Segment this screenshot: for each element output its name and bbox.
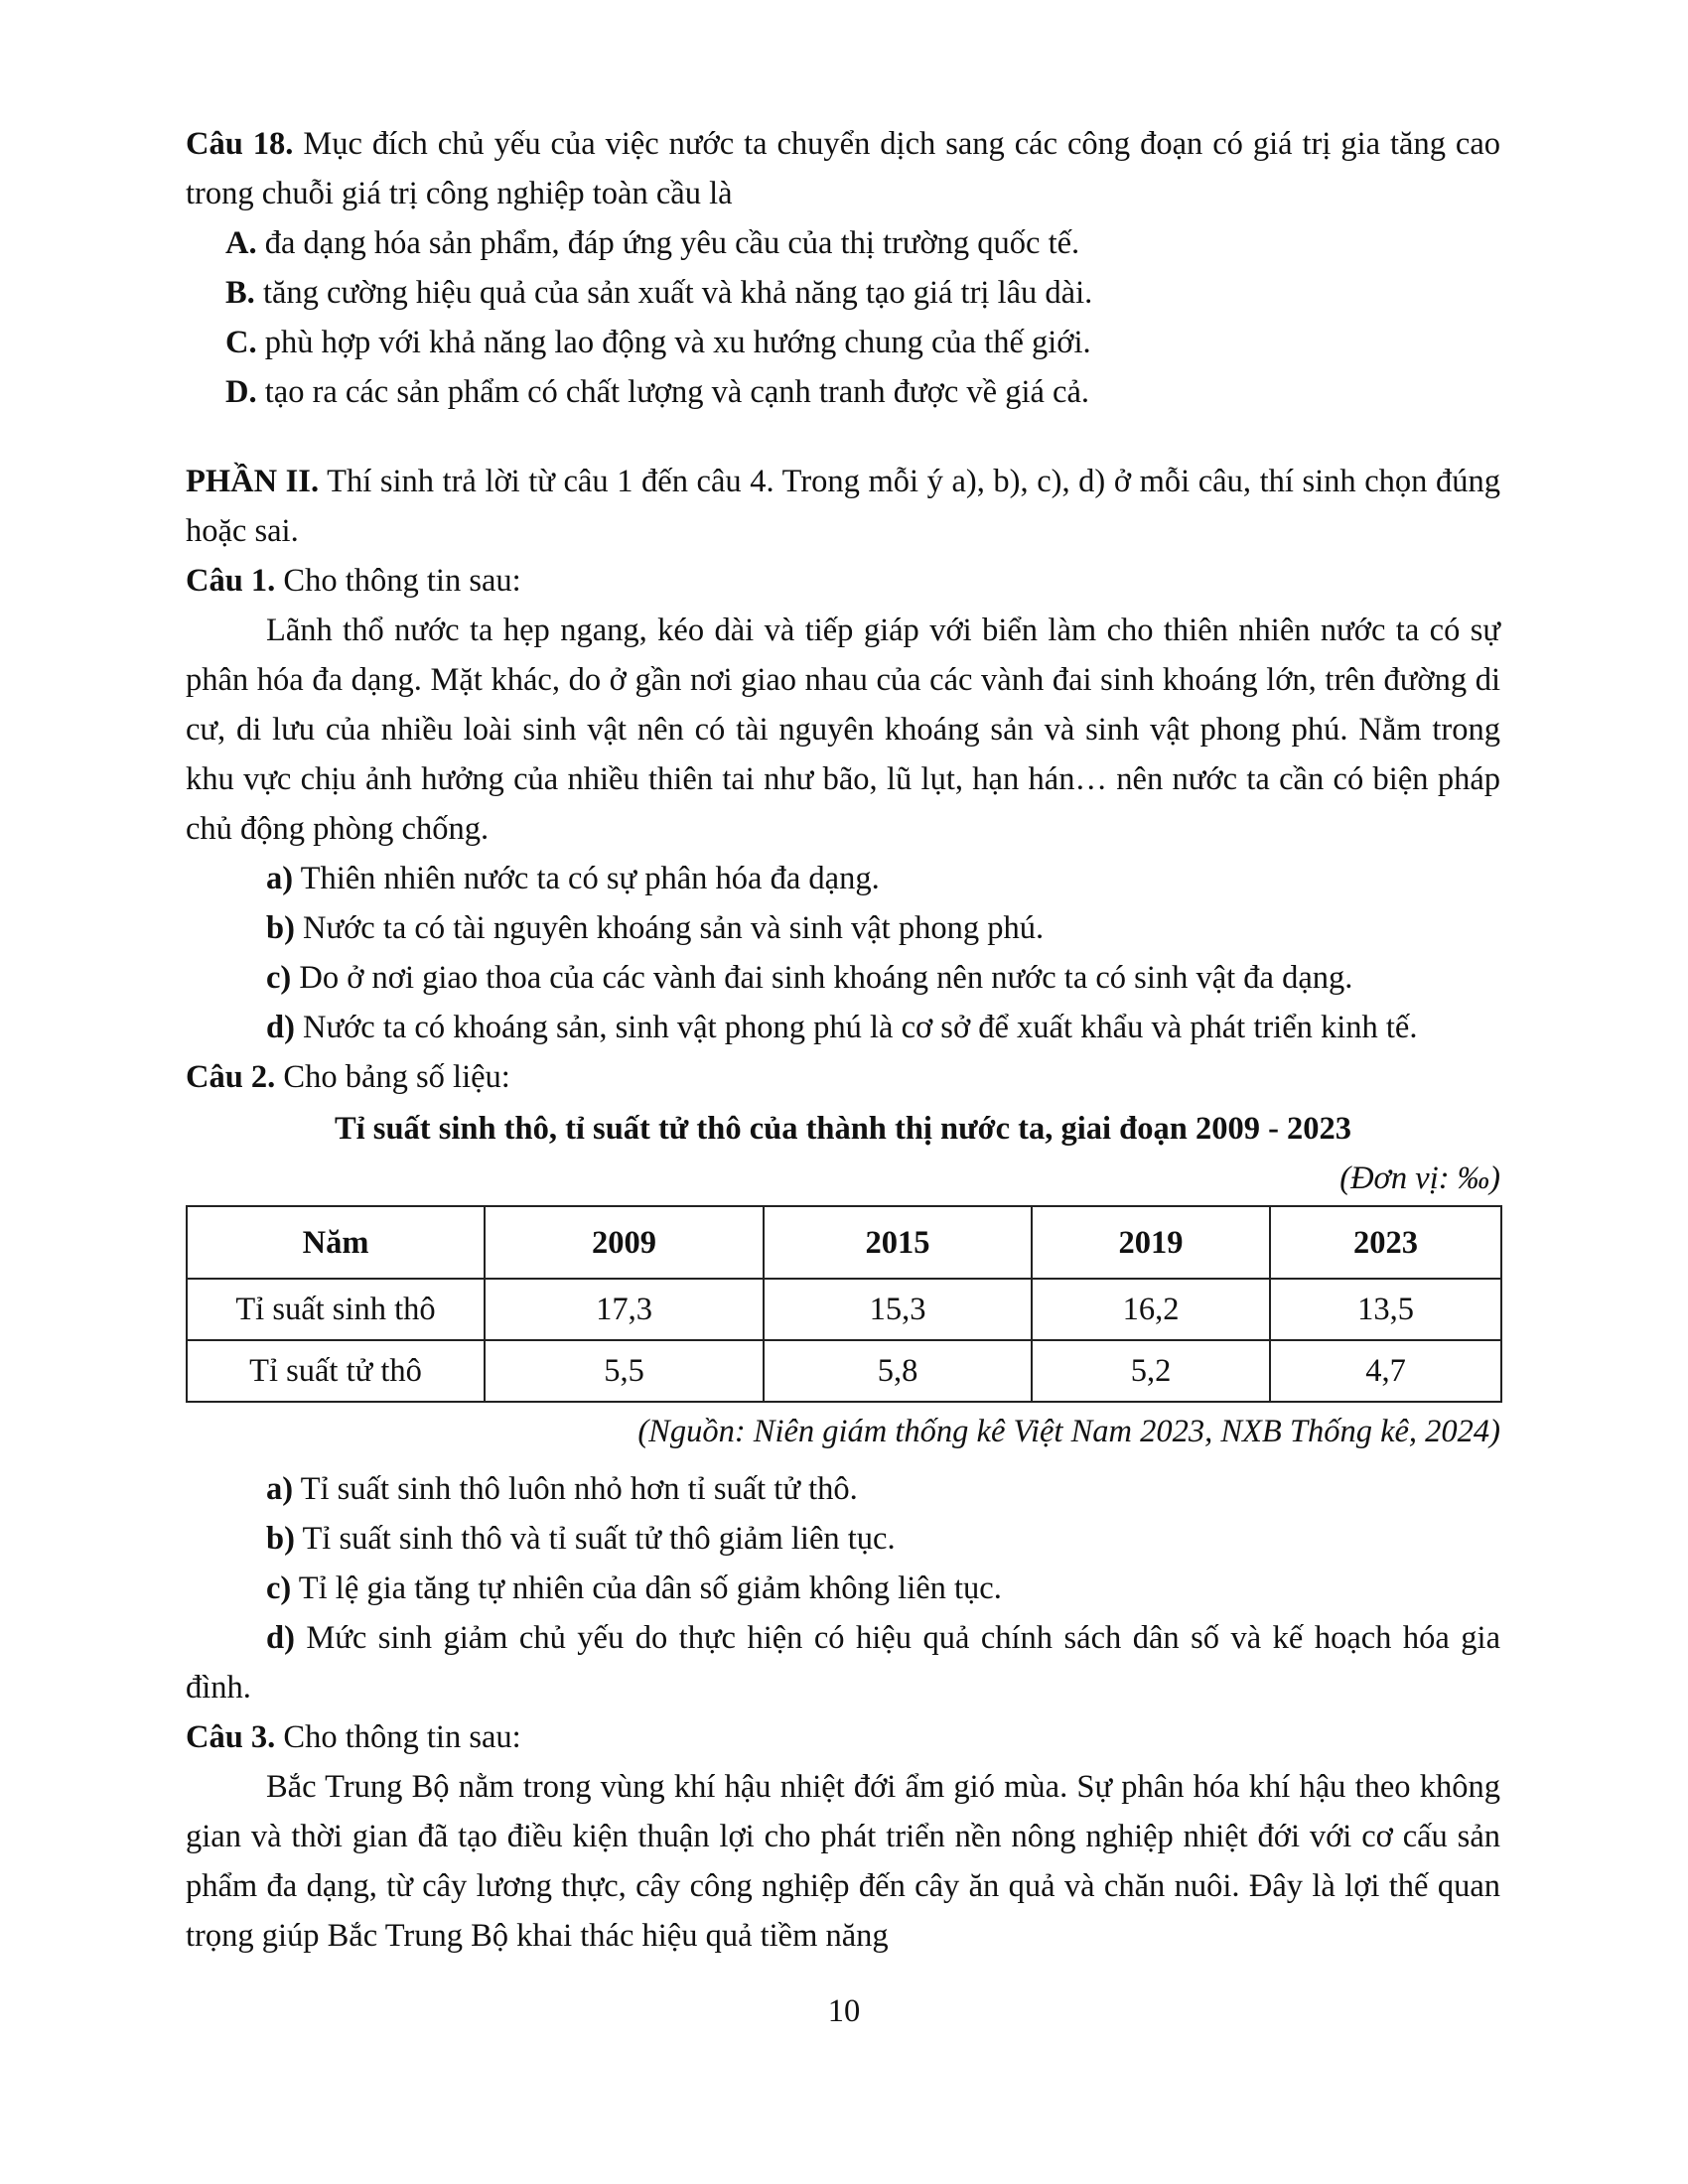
q2-item-a-text: Tỉ suất sinh thô luôn nhỏ hơn tỉ suất tử thô. xyxy=(293,1471,858,1507)
q2-item-b xyxy=(186,1514,1500,1564)
table-row-label: Tỉ suất tử thô xyxy=(187,1340,485,1402)
q1-item-d xyxy=(186,1003,1500,1052)
option-a-text: đa dạng hóa sản phẩm, đáp ứng yêu cầu của thị trường quốc tế. xyxy=(256,225,1080,261)
table-cell: 15,3 xyxy=(764,1279,1032,1340)
q2-item-d xyxy=(186,1613,1500,1712)
question-3-intro: Cho thông tin sau: xyxy=(275,1719,521,1755)
option-a-label: A. xyxy=(225,225,257,261)
table-cell: 5,8 xyxy=(764,1340,1032,1402)
data-table xyxy=(186,1205,1502,1403)
part-2-instructions xyxy=(186,457,1500,556)
option-c-label: C. xyxy=(225,325,257,360)
question-2-heading xyxy=(186,1052,1500,1102)
q1-item-d-text: Nước ta có khoáng sản, sinh vật phong phú là cơ sở để xuất khẩu và phát triển kinh tế. xyxy=(294,1010,1418,1045)
table-header-cell: 2023 xyxy=(1270,1206,1501,1279)
q1-item-c-label: c) xyxy=(266,960,292,996)
q2-item-c xyxy=(186,1564,1500,1613)
q2-item-b-label: b) xyxy=(266,1521,295,1557)
table-cell: 13,5 xyxy=(1270,1279,1501,1340)
table-cell: 16,2 xyxy=(1032,1279,1270,1340)
q1-item-c xyxy=(186,953,1500,1003)
option-d xyxy=(186,367,1500,417)
question-2-label: Câu 2. xyxy=(186,1059,276,1095)
table-cell: 4,7 xyxy=(1270,1340,1501,1402)
option-c-text: phù hợp với khả năng lao động và xu hướng chung của thế giới. xyxy=(256,325,1091,360)
table-title: Tỉ suất sinh thô, tỉ suất tử thô của thành thị nước ta, giai đoạn 2009 - 2023 xyxy=(334,1111,1352,1147)
table-row-label: Tỉ suất sinh thô xyxy=(187,1279,485,1340)
question-2-intro: Cho bảng số liệu: xyxy=(275,1059,510,1095)
table-cell: 17,3 xyxy=(485,1279,764,1340)
part-2-label: PHẦN II. xyxy=(186,464,320,499)
q2-item-c-text: Tỉ lệ gia tăng tự nhiên của dân số giảm không liên tục. xyxy=(291,1570,1002,1606)
option-b xyxy=(186,268,1500,318)
question-1-label: Câu 1. xyxy=(186,563,276,599)
table-header-cell: 2015 xyxy=(764,1206,1032,1279)
part-2-text: Thí sinh trả lời từ câu 1 đến câu 4. Trong mỗi ý a), b), c), d) ở mỗi câu, thí sinh chọn đúng hoặc sai. xyxy=(186,464,1501,549)
table-row xyxy=(187,1279,1501,1340)
q1-item-a xyxy=(186,854,1500,903)
option-c xyxy=(186,318,1500,367)
question-1-heading xyxy=(186,556,1500,606)
question-3-heading xyxy=(186,1712,1500,1762)
option-b-label: B. xyxy=(225,275,255,311)
q1-item-b xyxy=(186,903,1500,953)
option-d-text: tạo ra các sản phẩm có chất lượng và cạnh tranh được về giá cả. xyxy=(256,374,1090,410)
q2-item-a xyxy=(186,1464,1500,1514)
q2-item-d-text: Mức sinh giảm chủ yếu do thực hiện có hiệu quả chính sách dân số và kế hoạch hóa gia đình. xyxy=(186,1620,1500,1706)
table-header-row xyxy=(187,1206,1501,1279)
q1-item-c-text: Do ở nơi giao thoa của các vành đai sinh khoáng nên nước ta có sinh vật đa dạng. xyxy=(291,960,1353,996)
question-1-intro: Cho thông tin sau: xyxy=(275,563,521,599)
q2-item-a-label: a) xyxy=(266,1471,294,1507)
table-row xyxy=(187,1340,1501,1402)
q1-item-b-label: b) xyxy=(266,910,295,946)
table-unit: (Đơn vị: ‰) xyxy=(1339,1160,1500,1196)
table-cell: 5,2 xyxy=(1032,1340,1270,1402)
q1-item-b-text: Nước ta có tài nguyên khoáng sản và sinh vật phong phú. xyxy=(294,910,1045,946)
table-header-cell: Năm xyxy=(187,1206,485,1279)
table-header-cell: 2009 xyxy=(485,1206,764,1279)
table-cell: 5,5 xyxy=(485,1340,764,1402)
question-18 xyxy=(186,119,1500,218)
q2-item-c-label: c) xyxy=(266,1570,292,1606)
q1-item-d-label: d) xyxy=(266,1010,295,1045)
q2-item-b-text: Tỉ suất sinh thô và tỉ suất tử thô giảm liên tục. xyxy=(294,1521,896,1557)
page-number: 10 xyxy=(827,1993,861,2029)
question-3-label: Câu 3. xyxy=(186,1719,276,1755)
table-header-cell: 2019 xyxy=(1032,1206,1270,1279)
q1-item-a-text: Thiên nhiên nước ta có sự phân hóa đa dạng. xyxy=(293,861,880,896)
option-b-text: tăng cường hiệu quả của sản xuất và khả năng tạo giá trị lâu dài. xyxy=(254,275,1093,311)
document-page xyxy=(186,119,1500,1961)
question-18-label: Câu 18. xyxy=(186,126,294,162)
option-d-label: D. xyxy=(225,374,257,410)
option-a xyxy=(186,218,1500,268)
table-source: (Nguồn: Niên giám thống kê Việt Nam 2023, NXB Thống kê, 2024) xyxy=(637,1414,1500,1449)
question-1-passage: Lãnh thổ nước ta hẹp ngang, kéo dài và tiếp giáp với biển làm cho thiên nhiên nước ta có sự phân hóa đa dạng. Mặt khác, do ở gần nơi giao nhau của các vành đai sinh khoáng lớn, trên đường di cư, di lưu của nhiều loài sinh vật nên có tài nguyên khoáng sản và sinh vật phong phú. Nằm trong khu vực chịu ảnh hưởng của nhiều thiên tai như bão, lũ lụt, hạn hán… nên nước ta cần có biện pháp chủ động phòng chống. xyxy=(186,613,1500,847)
question-3-passage: Bắc Trung Bộ nằm trong vùng khí hậu nhiệt đới ẩm gió mùa. Sự phân hóa khí hậu theo không gian và thời gian đã tạo điều kiện thuận lợi cho phát triển nền nông nghiệp nhiệt đới với cơ cấu sản phẩm đa dạng, từ cây lương thực, cây công nghiệp đến cây ăn quả và chăn nuôi. Đây là lợi thế quan trọng giúp Bắc Trung Bộ khai thác hiệu quả tiềm năng xyxy=(186,1769,1500,1954)
q1-item-a-label: a) xyxy=(266,861,294,896)
q2-item-d-label: d) xyxy=(266,1620,295,1656)
question-18-stem: Mục đích chủ yếu của việc nước ta chuyển dịch sang các công đoạn có giá trị gia tăng cao trong chuỗi giá trị công nghiệp toàn cầu là xyxy=(186,126,1500,211)
